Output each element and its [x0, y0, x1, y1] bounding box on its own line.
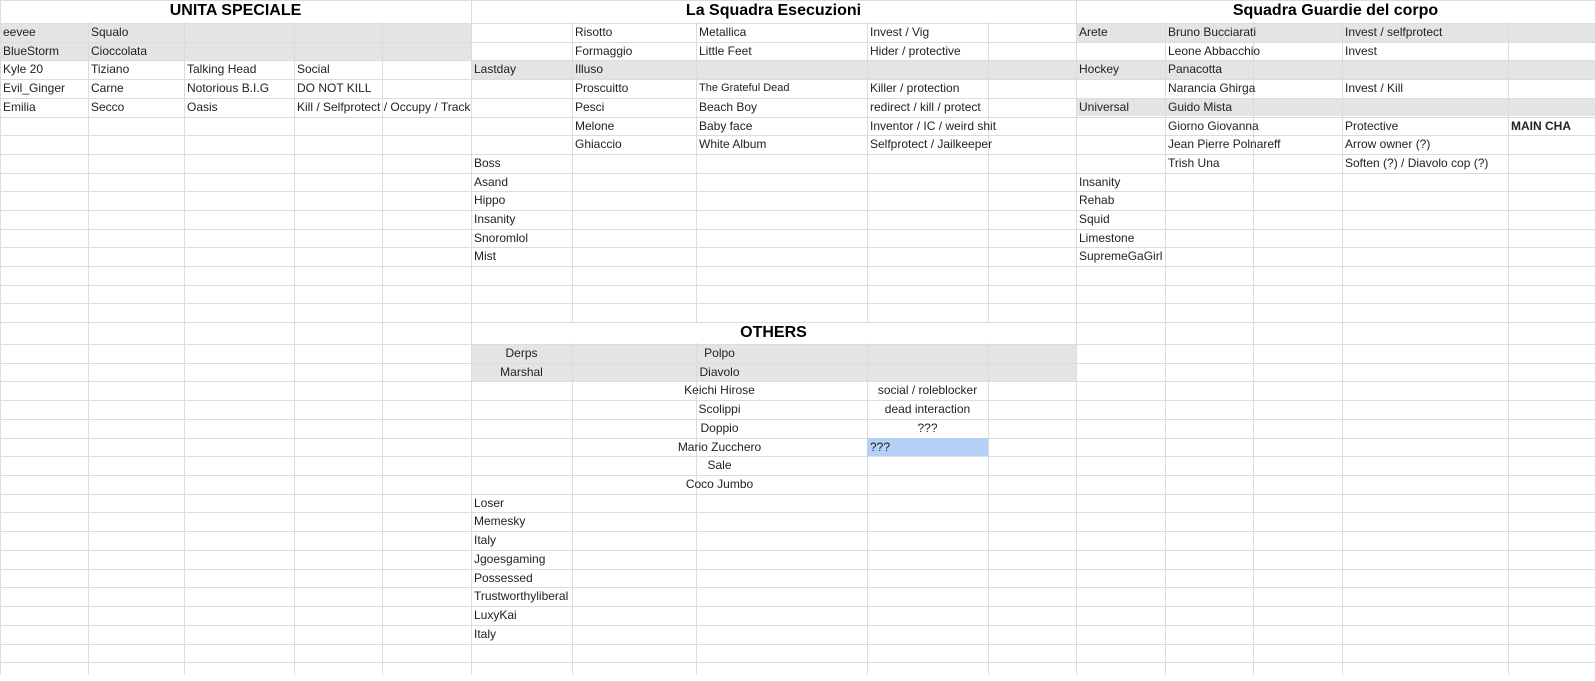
grid-row-line: [0, 229, 1595, 230]
esec-cell[interactable]: Hider / protective: [870, 43, 961, 58]
others-role[interactable]: Mario Zucchero: [677, 439, 762, 454]
guard-cell[interactable]: Giorno Giovanna: [1168, 118, 1259, 133]
grid-row-line: [0, 210, 1595, 211]
others-ability[interactable]: ???: [917, 420, 938, 435]
esec-cell[interactable]: Little Feet: [699, 43, 752, 58]
guard-cell[interactable]: Universal: [1079, 99, 1130, 114]
others-extra-player[interactable]: Italy: [474, 626, 497, 641]
grid-row-line: [0, 494, 1595, 495]
esec-cell[interactable]: Baby face: [699, 118, 753, 133]
others-extra-player[interactable]: Memesky: [474, 514, 526, 529]
guard-header: Squadra Guardie del corpo: [1232, 2, 1439, 19]
selected-cell[interactable]: ???: [870, 439, 891, 454]
esec-cell[interactable]: Pesci: [575, 99, 605, 114]
unita-cell[interactable]: Talking Head: [187, 62, 257, 77]
guard-cell[interactable]: Hockey: [1079, 62, 1120, 77]
others-extra-player[interactable]: LuxyKai: [474, 608, 517, 623]
esec-player[interactable]: Boss: [474, 155, 501, 170]
others-extra-player[interactable]: Jgoesgaming: [474, 551, 546, 566]
grid-row-line: [0, 173, 1595, 174]
grid-row-line: [0, 550, 1595, 551]
others-role[interactable]: Doppio: [700, 420, 739, 435]
esec-cell[interactable]: Risotto: [575, 25, 613, 39]
guard-cell[interactable]: Panacotta: [1168, 62, 1223, 77]
others-role[interactable]: Sale: [707, 458, 732, 473]
esec-player[interactable]: Snoromlol: [474, 230, 529, 245]
unita-cell[interactable]: eevee: [3, 25, 36, 39]
grid-row-line: [0, 303, 1595, 304]
grid-row-line: [0, 531, 1595, 532]
unita-cell[interactable]: Notorious B.I.G: [187, 81, 270, 96]
grid-row-line: [0, 247, 1595, 248]
guard-cell[interactable]: MAIN CHA: [1511, 118, 1571, 133]
others-role[interactable]: Diavolo: [699, 364, 740, 379]
others-extra-player[interactable]: Trustworthyliberal: [474, 589, 569, 604]
guard-player[interactable]: Squid: [1079, 212, 1110, 226]
unita-cell[interactable]: Emilia: [3, 99, 36, 114]
esec-cell[interactable]: Inventor / IC / weird shit: [870, 118, 997, 133]
esec-player[interactable]: Hippo: [474, 193, 506, 208]
esec-cell[interactable]: The Grateful Dead: [699, 82, 790, 95]
guard-player[interactable]: SupremeGaGirl: [1079, 249, 1163, 264]
unita-cell[interactable]: Tiziano: [91, 62, 130, 77]
others-player[interactable]: Marshal: [500, 364, 543, 379]
grid-row-line: [0, 285, 1595, 286]
unita-cell[interactable]: Squalo: [91, 25, 129, 39]
guard-player[interactable]: Insanity: [1079, 174, 1121, 189]
grid-row-line: [0, 569, 1595, 570]
grid-row-line: [0, 512, 1595, 513]
unita-cell[interactable]: Oasis: [187, 99, 218, 114]
esec-cell[interactable]: Illuso: [575, 62, 604, 77]
others-extra-player[interactable]: Possessed: [474, 570, 533, 585]
esec-player[interactable]: Insanity: [474, 212, 516, 226]
guard-player[interactable]: Limestone: [1079, 230, 1135, 245]
others-player[interactable]: Derps: [505, 346, 538, 360]
unita-header: UNITA SPECIALE: [169, 2, 302, 19]
unita-cell[interactable]: Social: [297, 62, 330, 77]
others-extra-player[interactable]: Loser: [474, 495, 505, 510]
guard-cell[interactable]: Arete: [1079, 25, 1108, 39]
esec-player[interactable]: Mist: [474, 249, 496, 264]
others-ability[interactable]: dead interaction: [884, 402, 971, 417]
guard-cell[interactable]: Leone Abbacchio: [1168, 43, 1261, 58]
esec-cell[interactable]: Formaggio: [575, 43, 633, 58]
unita-cell[interactable]: Cioccolata: [91, 43, 148, 58]
grid-row-line: [0, 662, 1595, 663]
guard-cell[interactable]: Guido Mista: [1168, 99, 1233, 114]
grid-col-line: [1342, 0, 1343, 675]
grid-col-line: [1508, 0, 1509, 675]
unita-cell[interactable]: BlueStorm: [3, 43, 60, 58]
esec-cell[interactable]: Melone: [575, 118, 615, 133]
unita-cell[interactable]: Carne: [91, 81, 124, 96]
guard-cell[interactable]: Invest / selfprotect: [1345, 25, 1443, 39]
esec-cell[interactable]: White Album: [699, 137, 767, 152]
esec-cell[interactable]: Ghiaccio: [575, 137, 622, 152]
esec-cell[interactable]: redirect / kill / protect: [870, 99, 981, 114]
others-role[interactable]: Coco Jumbo: [685, 477, 754, 492]
guard-cell[interactable]: Narancia Ghirga: [1168, 81, 1256, 96]
others-extra-player[interactable]: Italy: [474, 533, 497, 548]
guard-player[interactable]: Rehab: [1079, 193, 1115, 208]
guard-cell[interactable]: Jean Pierre Polnareff: [1168, 137, 1281, 152]
grid-row-line: [0, 606, 1595, 607]
grid-row-line: [0, 587, 1595, 588]
grid-row-line: [0, 266, 1595, 267]
guard-cell[interactable]: Bruno Bucciarati: [1168, 25, 1257, 39]
others-role[interactable]: Polpo: [704, 346, 735, 360]
guard-cell[interactable]: Invest: [1345, 43, 1378, 58]
esec-cell[interactable]: Proscuitto: [575, 81, 629, 96]
others-role[interactable]: Scolippi: [698, 402, 741, 417]
guard-cell[interactable]: Arrow owner (?): [1345, 137, 1431, 152]
esec-cell[interactable]: Killer / protection: [870, 81, 960, 96]
esec-player[interactable]: Asand: [474, 174, 509, 189]
unita-cell[interactable]: Kill / Selfprotect / Occupy / Track: [297, 99, 471, 114]
others-role[interactable]: Keichi Hirose: [684, 383, 755, 398]
others-header: OTHERS: [740, 324, 807, 342]
guard-cell[interactable]: Protective: [1345, 118, 1399, 133]
grid-row-line: [0, 625, 1595, 626]
esec-cell[interactable]: Beach Boy: [699, 99, 758, 114]
unita-cell[interactable]: Secco: [91, 99, 125, 114]
guard-cell[interactable]: Trish Una: [1168, 155, 1220, 170]
grid-row-line: [0, 644, 1595, 645]
esec-header: La Squadra Esecuzioni: [685, 2, 862, 19]
esec-cell[interactable]: Selfprotect / Jailkeeper: [870, 137, 993, 152]
guard-cell[interactable]: Soften (?) / Diavolo cop (?): [1345, 155, 1489, 170]
grid-col-line: [1253, 0, 1254, 675]
unita-cell[interactable]: DO NOT KILL: [297, 81, 372, 96]
esec-cell[interactable]: Metallica: [699, 25, 747, 39]
unita-cell[interactable]: Evil_Ginger: [3, 81, 66, 96]
esec-cell[interactable]: Lastday: [474, 62, 517, 77]
esec-cell[interactable]: Invest / Vig: [870, 25, 930, 39]
others-ability[interactable]: social / roleblocker: [877, 383, 978, 398]
unita-cell[interactable]: Kyle 20: [3, 62, 44, 77]
guard-cell[interactable]: Invest / Kill: [1345, 81, 1404, 96]
grid-row-line: [0, 191, 1595, 192]
